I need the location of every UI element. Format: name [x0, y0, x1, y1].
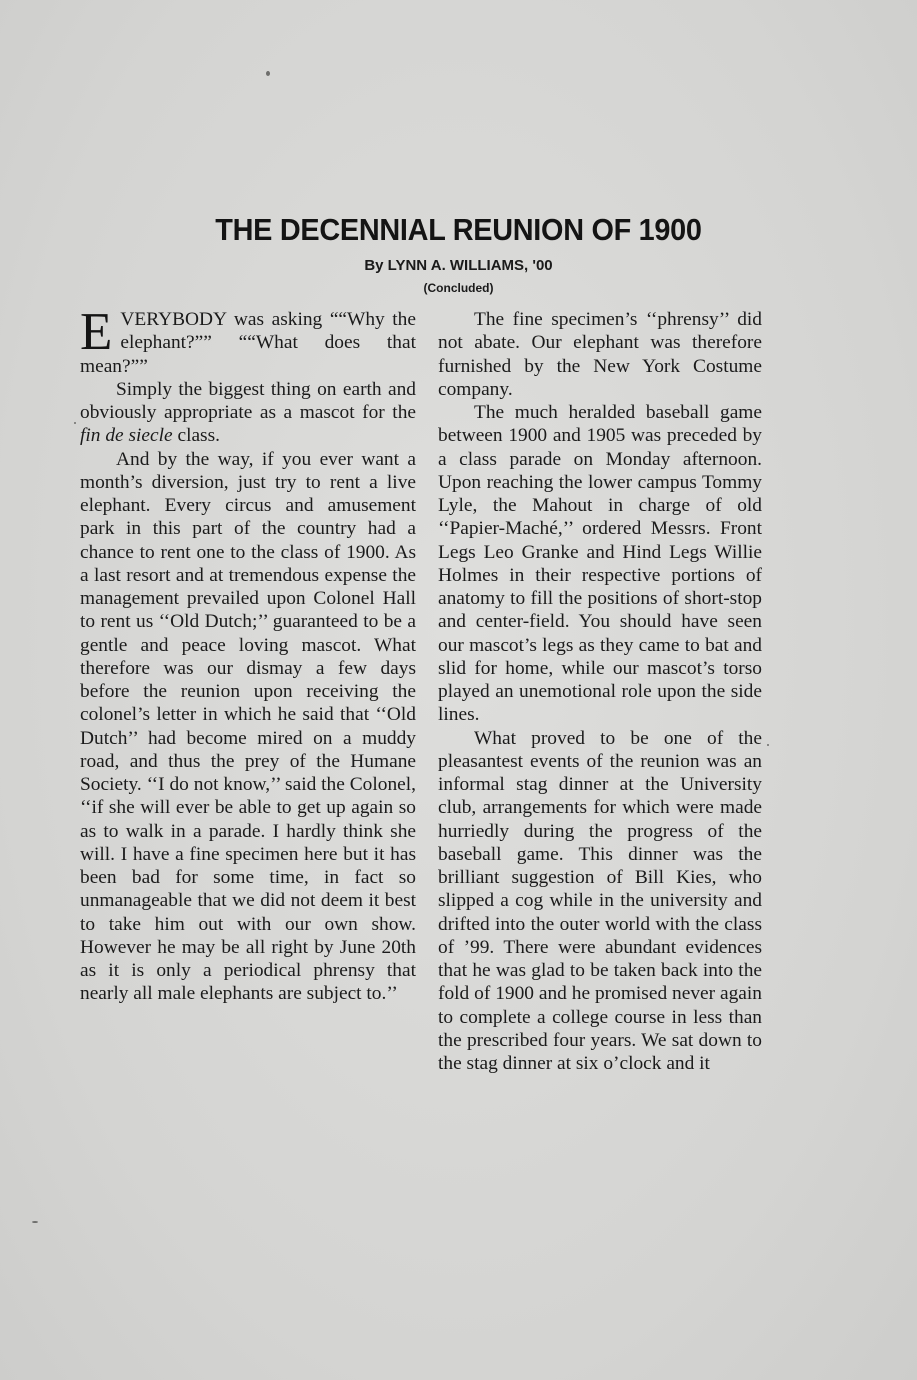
italic-phrase: fin de siecle [80, 425, 173, 447]
paragraph-text: VERYBODY was asking ““Why the elephant?”” ““What does that mean?”” [80, 309, 416, 377]
right-column [438, 308, 762, 1075]
paragraph: What proved to be one of the pleasantest events of the reunion was an informal stag dinner at the University club, arrangements for which were made hurriedly during the progress of the baseball game. This dinner was the brilliant suggestion of Bill Kies, who slipped a cog while in the university and drifted into the outer world with the class of ’99. There were abundant evidences that he was glad to be taken back into the fold of 1900 and he promised never again to complete a college course in less than the prescribed four years. We sat down to the stag dinner at six o’clock and it [438, 727, 762, 1074]
left-column [80, 303, 416, 1006]
paragraph [80, 378, 416, 448]
paragraph: And by the way, if you ever want a month’s diversion, just try to rent a live elephant. Every circus and amusement park in this part of the country had a chance to rent one to the class of 1900. As a last resort and at tremendous expense the management prevailed upon Colonel Hall to rent us ‘‘Old Dutch;’’ guaranteed to be a gentle and peace loving mascot. What therefore was our dismay a few days before the reunion upon receiving the colonel’s letter in which he said that ‘‘Old Dutch’’ had become mired on a muddy road, and thus the prey of the Humane Society. ‘‘I do not know,’’ said the Colonel, ‘‘if she will ever be able to get up again so as to walk in a parade. I hardly think she will. I have a fine specimen here but it has been bad for some time, in fact so unmanageable that we did not deem it best to take him out with our own show. However he may be all right by June 20th as it is only a periodical phrensy that nearly all male elephants are subject to.’’ [80, 448, 416, 1005]
paper-speck [767, 744, 769, 746]
article-title: THE DECENNIAL REUNION OF 1900 [215, 212, 702, 247]
drop-cap: E [80, 303, 113, 361]
paragraph [80, 303, 416, 378]
paper-speck [74, 422, 76, 424]
article-byline: By LYNN A. WILLIAMS, '00 [364, 257, 553, 274]
paragraph-text: Simply the biggest thing on earth and obviously appropriate as a mascot for the [80, 378, 416, 423]
paper-speck [266, 71, 270, 76]
article-concluded-note: (Concluded) [423, 281, 494, 295]
paragraph: The much heralded baseball game between 1900 and 1905 was preceded by a class parade on Monday afternoon. Upon reaching the lower campus Tommy Lyle, the Mahout in charge of old ‘‘Papier-Maché,’’ ordered Messrs. Front Legs Leo Granke and Hind Legs Willie Holmes in their respective portions of anatomy to fill the positions of short-stop and center-field. You should have seen our mascot’s legs as they came to bat and slid for home, while our mascot’s torso played an unemotional role upon the side lines. [438, 402, 762, 726]
paper-speck [32, 1221, 38, 1223]
paragraph-text: class. [172, 425, 220, 447]
paragraph: The fine specimen’s ‘‘phrensy’’ did not abate. Our elephant was therefore furnished by the New York Costume company. [438, 309, 762, 400]
